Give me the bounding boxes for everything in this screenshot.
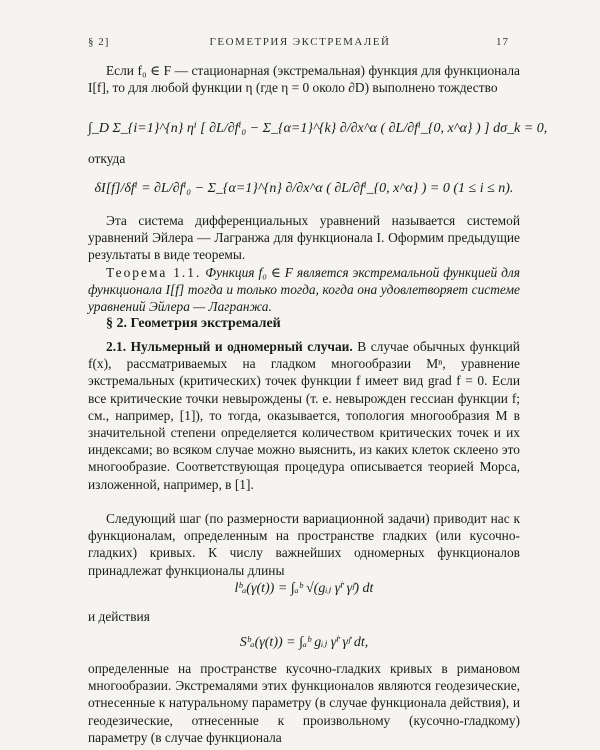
paragraph-next-step: Следующий шаг (по размерности вариационной задачи) приводит нас к функционалам, определенным на пространстве гладких (или кусочно-гладких) кривых. К числу важнейших одномерных функционалов принадлежат функционалы длины (88, 511, 520, 578)
running-header-title: ГЕОМЕТРИЯ ЭКСТРЕМАЛЕЙ (209, 36, 391, 48)
paragraph-geodesics: определенные на пространстве кусочно-гладких кривых в римановом многообразии. Экстремалями этих функционалов являются геодезические, отнесенные к натуральному параметру (в случае функционала действия), и геодезические, отнесенные к произвольному (кусочно-гладкому) параметру (в случае функционала (88, 661, 520, 745)
section-title: § 2. Геометрия экстремалей (106, 316, 281, 331)
paragraph-stationary-function: Если f₀ ∈ F — стационарная (экстремальная) функция для функционала I[f], то для любой функции η (где η = 0 около ∂D) выполнено тождество (88, 63, 520, 96)
theorem-label: Теорема 1.1. (106, 265, 202, 280)
formula-action: Sᵇₐ(γ(t)) = ∫ₐᵇ gᵢⱼ γ̇ⁱ γ̇ʲ dt, (239, 635, 369, 650)
running-header-section: § 2] (88, 36, 110, 48)
theorem-text: Функция f₀ ∈ F является экстремальной функцией для функционала I[f] тогда и только тогда, когда она удовлетворяет системе уравнений Эйлера — Лагранжа. (88, 265, 520, 315)
subsection-label: 2.1. Нульмерный и одномерный случаи. (106, 339, 353, 354)
formula-euler-lagrange: δI[f]/δfⁱ = ∂L/∂fⁱ₀ − Σ_{α=1}^{n} ∂/∂x^α ( ∂L/∂fⁱ_{0, x^α} ) = 0 (1 ≤ i ≤ n). (94, 181, 514, 196)
page-number: 17 (496, 36, 509, 48)
text-otkuda: откуда (88, 151, 126, 166)
formula-length: lᵇₐ(γ(t)) = ∫ₐᵇ √(gᵢⱼ γ̇ⁱ γ̇ʲ) dt (234, 581, 374, 596)
formula-identity: ∫_D Σ_{i=1}^{n} ηⁱ [ ∂L/∂fⁱ₀ − Σ_{α=1}^{k} ∂/∂x^α ( ∂L/∂fⁱ_{0, x^α} ) ] dσ_k = 0, (88, 121, 548, 136)
paragraph-morse: В случае обычных функций f(x), рассматриваемых на гладком многообразии Mⁿ, уравнение экстремальных (критических) точек функции f имеет вид grad f = 0. Если все критические точки невырождены (т. е. невырожден гессиан функции f; см., например, [1]), то тогда, оказывается, топология многообразия M в значительной степени определяется количеством критических точек и их индексами; во всяком случае можно выяснить, из каких клеток склеено это многообразие. Соответствующая процедура описывается теорией Морса, изложенной, например, в [1]. (88, 339, 520, 492)
text-and-action: и действия (88, 609, 150, 624)
paragraph-euler-lagrange-system: Эта система дифференциальных уравнений называется системой уравнений Эйлера — Лагранжа для функционала I. Оформим предыдущие результаты в виде теоремы. (88, 213, 520, 263)
paragraph-zero-one-dim (88, 338, 520, 493)
theorem-1-1 (88, 264, 520, 316)
